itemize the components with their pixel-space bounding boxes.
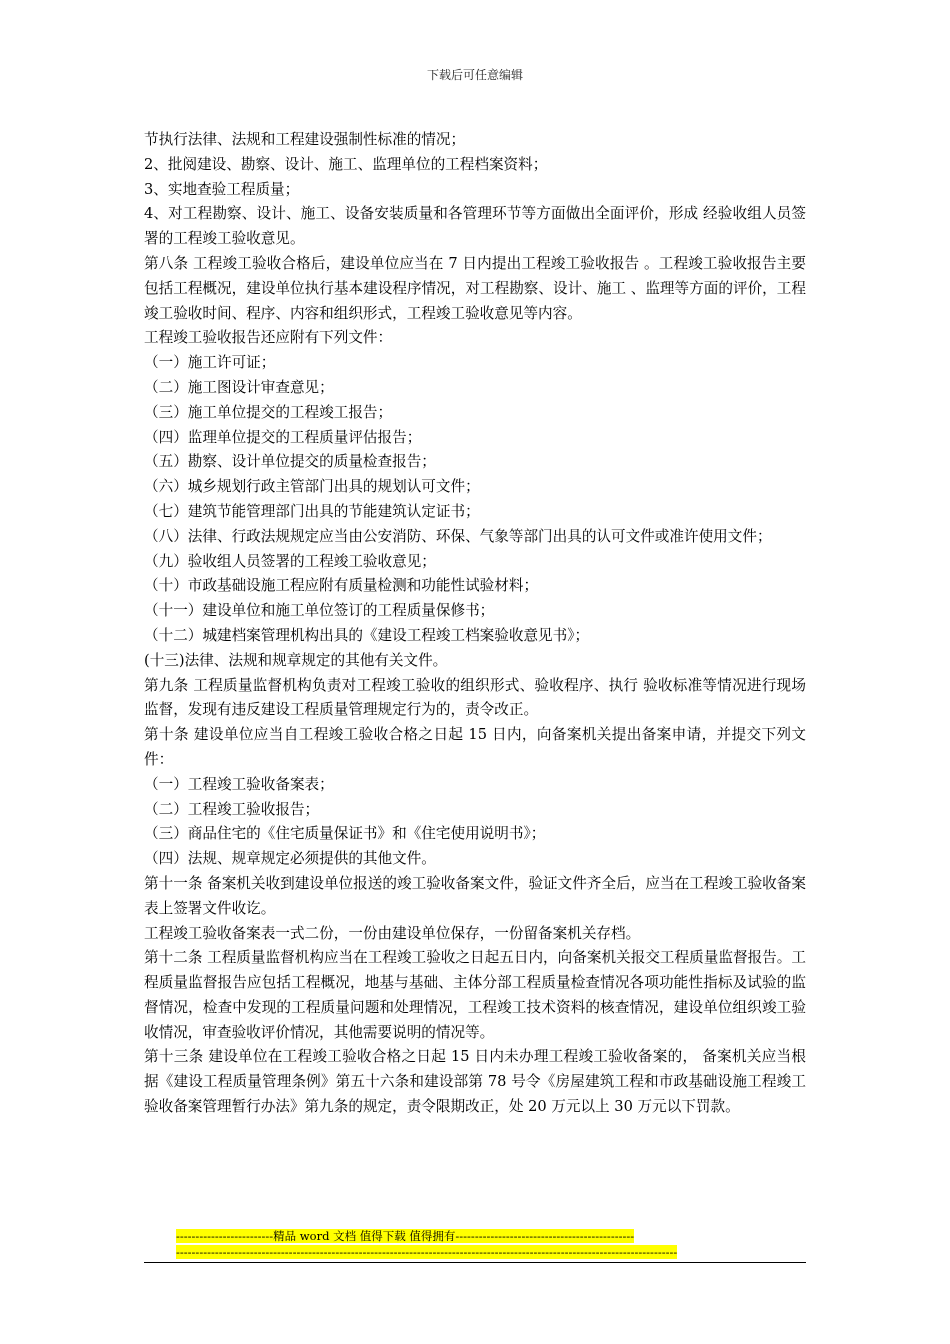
paragraph: 第十一条 备案机关收到建设单位报送的竣工验收备案文件，验证文件齐全后，应当在工程竣工验收备案表上签署文件收讫。 xyxy=(144,874,806,917)
list-item: （六）城乡规划行政主管部门出具的规划认可文件； xyxy=(144,478,480,496)
paragraph: 第十条 建设单位应当自工程竣工验收合格之日起 15 日内，向备案机关提出备案申请，并提交下列文件： xyxy=(144,726,806,768)
list-item: （十）市政基础设施工程应附有质量检测和功能性试验材料； xyxy=(144,577,539,595)
list-item: （五）勘察、设计单位提交的质量检查报告； xyxy=(144,453,436,471)
footer-highlight-dashes: --------------------------------------------------------------------------------------------------------------------------------- xyxy=(176,1245,678,1259)
list-item: （九）验收组人员签署的工程竣工验收意见； xyxy=(144,552,436,570)
list-item: （一）工程竣工验收备案表； xyxy=(144,775,334,793)
list-item: （四）监理单位提交的工程质量评估报告； xyxy=(144,428,422,446)
list-item: （十一）建设单位和施工单位签订的工程质量保修书； xyxy=(144,602,495,620)
paragraph: 工程竣工验收报告还应附有下列文件： xyxy=(144,329,393,347)
footer-divider xyxy=(144,1262,806,1263)
list-item: （四）法规、规章规定必须提供的其他文件。 xyxy=(144,850,436,868)
footer-highlight-text: -------------------------精品 word 文档 值得下载 值得拥有---------------------------------------------- xyxy=(176,1229,635,1243)
list-item: （八）法律、行政法规规定应当由公安消防、环保、气象等部门出具的认可文件或准许使用文件； xyxy=(144,527,772,545)
paragraph: 4、对工程勘察、设计、施工、设备安装质量和各管理环节等方面做出全面评价，形成 经验收组人员签署的工程竣工验收意见。 xyxy=(144,205,806,248)
paragraph: 节执行法律、法规和工程建设强制性标准的情况； xyxy=(144,131,466,148)
list-item: （十二）城建档案管理机构出具的《建设工程竣工档案验收意见书》； xyxy=(144,626,590,644)
document-body xyxy=(144,128,806,1120)
list-item: （二）施工图设计审查意见； xyxy=(144,378,334,396)
paragraph: 第八条 工程竣工验收合格后，建设单位应当在 7 日内提出工程竣工验收报告 。工程竣工验收报告主要包括工程概况，建设单位执行基本建设程序情况，对工程勘察、设计、施工 、监理等方面的评价，工程竣工验收时间、程序、内容和组织形式，工程竣工验收意见等内容。 xyxy=(144,254,806,322)
paragraph: 第九条 工程质量监督机构负责对工程竣工验收的组织形式、验收程序、执行 验收标准等情况进行现场监督，发现有违反建设工程质量管理规定行为的，责令改正。 xyxy=(144,676,806,719)
list-item: (十三)法律、法规和规章规定的其他有关文件。 xyxy=(144,651,448,669)
footer-banner xyxy=(144,1228,806,1260)
footer-line xyxy=(144,1244,806,1260)
paragraph: 第十二条 工程质量监督机构应当在工程竣工验收之日起五日内，向备案机关报交工程质量监督报告。工程质量监督报告应包括工程概况，地基与基础、主体分部工程质量检查情况各项功能性指标及试验的监督情况，检查中发现的工程质量问题和处理情况，工程竣工技术资料的核查情况，建设单位组织竣工验收情况，审查验收评价情况，其他需要说明的情况等。 xyxy=(144,949,806,1041)
paragraph: 2、批阅建设、勘察、设计、施工、监理单位的工程档案资料； xyxy=(144,155,548,173)
paragraph: 第十三条 建设单位在工程竣工验收合格之日起 15 日内未办理工程竣工验收备案的， 备案机关应当根据《建设工程质量管理条例》第五十六条和建设部第 78 号令《房屋建筑工程和市政基础设施工程竣工验收备案管理暂行办法》第九条的规定，责令限期改正，处 20 万元以上 30 万元以下罚款。 xyxy=(144,1048,806,1116)
list-item: （二）工程竣工验收报告； xyxy=(144,800,320,818)
footer-line xyxy=(144,1228,806,1244)
list-item: （一）施工许可证； xyxy=(144,354,276,372)
paragraph: 工程竣工验收备案表一式二份，一份由建设单位保存，一份留备案机关存档。 xyxy=(144,924,641,942)
page-header: 下载后可任意编辑 xyxy=(426,68,523,82)
list-item: （三）商品住宅的《住宅质量保证书》和《住宅使用说明书》； xyxy=(144,825,546,843)
list-item: （三）施工单位提交的工程竣工报告； xyxy=(144,403,393,421)
paragraph: 3、实地查验工程质量； xyxy=(144,180,300,198)
list-item: （七）建筑节能管理部门出具的节能建筑认定证书； xyxy=(144,502,480,520)
